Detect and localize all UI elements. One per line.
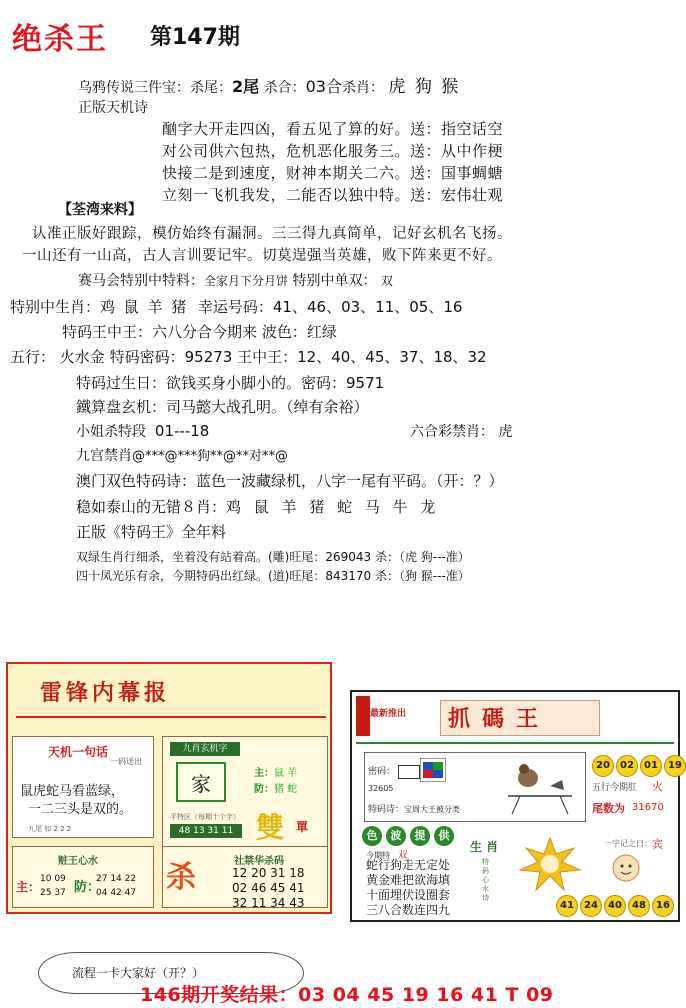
pingte-value: 48 13 31 11 xyxy=(170,824,242,838)
zhuama-title: 抓碼王 xyxy=(448,706,551,732)
bose-value: 红绿 xyxy=(306,323,337,341)
tag-gong: 供 xyxy=(434,826,454,846)
tianji-box-sub: 一码送出 xyxy=(110,757,142,766)
yiju-label: 一字记之曰： xyxy=(604,839,652,848)
lucky-numbers: 41、46、03、11、05、16 xyxy=(272,298,463,316)
saima-ds-label: 特别中单双： xyxy=(292,273,377,289)
zhuama-poem: 三八合数连四九 xyxy=(366,903,451,917)
quanwan-title: 【荃湾来料】 xyxy=(58,202,142,218)
saima-line xyxy=(78,270,393,290)
ball: 16 xyxy=(652,895,674,917)
liuhe-value: 虎 xyxy=(498,424,513,440)
wzw-value: 12、40、45、37、18、32 xyxy=(297,348,487,366)
tag-bo: 波 xyxy=(386,826,406,846)
wenru-value: 鸡 鼠 羊 猪 蛇 马 牛 龙 xyxy=(226,498,440,516)
mima-line xyxy=(368,764,420,779)
zhuama-subtitle: 最新推出 xyxy=(370,709,407,719)
wuxing-label: 五行： xyxy=(10,348,56,366)
birthday-label: 特码过生日： xyxy=(76,374,167,392)
mima-value: 32605 xyxy=(368,784,394,793)
jiumen-zhu xyxy=(254,764,297,779)
ball: 24 xyxy=(580,895,602,917)
jia-char: 家 xyxy=(176,762,226,802)
wuxing-value: 火水金 xyxy=(59,348,105,366)
dan-label: 今期特 xyxy=(366,851,390,860)
liuhe-line xyxy=(410,421,512,441)
tag-ti: 提 xyxy=(410,826,430,846)
tag-row xyxy=(362,826,462,846)
tianji-line: 对公司供六包热，危机恶化服务三。送：从中作梗 xyxy=(162,142,504,160)
tiesuan-line xyxy=(76,396,369,417)
shengxiao-label: 特别中生肖： xyxy=(10,298,101,316)
tiesuan-label: 鐵算盘玄机： xyxy=(76,398,167,416)
liuhe-label: 六合彩禁肖： xyxy=(410,424,494,440)
logo-icon xyxy=(420,758,446,782)
bose-label: 波色： xyxy=(261,323,307,341)
yiju-value: 宾 xyxy=(652,838,663,851)
temi-label: 特码诗： xyxy=(368,805,405,815)
crow-he: 03合 xyxy=(305,77,342,96)
balls-bottom xyxy=(556,893,676,917)
twin-line: 四十凤光乐有余，今期特码出红绿。(道)旺尾：843170 杀：（狗 猴---准） xyxy=(76,569,470,583)
tianji-line: 立刻一飞机我发，二能否以独中特。送：宏伟壮观 xyxy=(162,186,504,204)
aomen-value: 蓝色一波藏绿机，八字一尾有平码。（开：？） xyxy=(196,472,504,490)
shebao-row: 02 46 45 41 xyxy=(232,881,305,895)
zhuama-poem: 蛇行狗走无定处 xyxy=(366,858,451,872)
jiumen-zhu-label: 主： xyxy=(254,768,274,779)
wangzhong-value: 六八分合今期来 xyxy=(152,323,258,341)
zhuama-stripe xyxy=(356,696,370,736)
wuxing-label: 五行今期肛 xyxy=(592,783,638,793)
pingte-label: 平特区（每期十个字） xyxy=(170,813,240,821)
shebao-title: 社禁华杀码 xyxy=(234,856,284,867)
zhuama-poem: 黄金难把欲海填 xyxy=(366,873,451,887)
ball: 48 xyxy=(628,895,650,917)
xinshui-zhu-label: 主： xyxy=(16,880,41,894)
lucky-label: 幸运号码： xyxy=(197,298,273,316)
jiugong-value: @***@***狗**@**对**@ xyxy=(132,449,289,464)
xiaojie-line xyxy=(76,421,209,441)
mima-label: 密码： xyxy=(368,767,396,777)
code-value: 95273 xyxy=(184,348,233,366)
mima-box xyxy=(398,765,420,779)
dan-value: 双 xyxy=(397,850,408,861)
tiesuan-value: 司马懿大战孔明。（绰有余裕） xyxy=(166,398,369,416)
wangzhong-line xyxy=(62,321,337,342)
crow-line xyxy=(78,72,460,97)
baby-illustration xyxy=(596,850,666,888)
jiugong-line xyxy=(76,445,288,465)
shebao-row: 12 20 31 18 xyxy=(232,866,305,880)
xinshui-zhu: 10 09 xyxy=(40,874,66,884)
tianji-title: 正版天机诗 xyxy=(78,100,148,116)
dan-char: 單 xyxy=(296,820,309,834)
tianji-box-poem: 鼠虎蛇马看蓝绿， xyxy=(20,784,125,799)
temi-value: 宝周大王被分类 xyxy=(404,805,461,814)
jiumen-fang-label: 防： xyxy=(254,784,274,795)
bird-illustration xyxy=(500,756,580,818)
tianji-box-poem: 一二三头是双的。 xyxy=(28,802,133,817)
weishu-label: 尾数为 xyxy=(592,802,625,815)
xinshui-title: 赃王心水 xyxy=(58,856,98,867)
ball: 19 xyxy=(664,755,686,777)
jiumen-zhu-value: 鼠 羊 xyxy=(274,768,298,779)
wuxing-value: 火 xyxy=(652,780,663,793)
twin-line: 双绿生肖行细杀，坐着没有站着高。(雕)旺尾：269043 杀：（虎 狗---准） xyxy=(76,550,470,564)
ball: 01 xyxy=(640,755,662,777)
zhuama-poem: 十面埋伏设圈套 xyxy=(366,888,451,902)
tema-label: 特码心水诗 xyxy=(482,858,489,902)
crow-xiao: 虎 狗 猴 xyxy=(388,77,461,97)
tianji-line: 酗字大开走四凶，看五见了算的好。送：指空话空 xyxy=(162,120,504,138)
sha-char: 杀 xyxy=(166,860,196,895)
crow-he-label: 杀合： xyxy=(263,80,306,96)
shuang-char: 雙 xyxy=(256,811,285,844)
xinshui-zhu: 25 37 xyxy=(40,888,66,898)
aomen-label: 澳门双色特码诗： xyxy=(76,472,197,490)
saima-label: 赛马会特别中特料： xyxy=(78,273,204,289)
quanwan-line: 一山还有一山高，古人言训要记牢。切莫逞强当英雄，败下阵来更不好。 xyxy=(22,248,502,264)
xinshui-fang: 04 42 47 xyxy=(96,888,137,898)
shengxiao-title: 生 肖 xyxy=(470,840,499,854)
wenru-label: 稳如泰山的无错８肖： xyxy=(76,498,227,516)
crow-xiao-label: 杀肖： xyxy=(341,80,384,96)
tianji-box-title: 天机一句话 xyxy=(48,745,109,759)
cloud-text: 流程一卡大家好（开？） xyxy=(72,966,205,980)
zhuama-divider xyxy=(356,742,674,744)
crow-tail: 2尾 xyxy=(232,77,260,96)
birthday-line xyxy=(76,372,384,393)
tianji-line: 快接二是到速度，财神本期关二六。送：国事蜩螗 xyxy=(162,164,504,182)
wuxing-line xyxy=(10,346,487,367)
ball: 41 xyxy=(556,895,578,917)
tianji-box-dots: 九尾 如 2 2 2 xyxy=(28,825,72,833)
ball: 40 xyxy=(604,895,626,917)
result-line: 146期开奖结果：03 04 45 19 16 41 T 09 xyxy=(140,984,554,1006)
jiugong-label: 九宫禁肖 xyxy=(76,448,132,464)
ball: 20 xyxy=(592,755,614,777)
quanwan-line: 认准正版好跟踪，模仿始终有漏洞。三三得九真简单，记好玄机名飞扬。 xyxy=(32,226,512,242)
wzw-label: 王中王： xyxy=(237,348,298,366)
ball: 02 xyxy=(616,755,638,777)
saima-value: 全家月下分月饼 xyxy=(204,274,289,288)
jiumen-fang-value: 猪 蛇 xyxy=(274,784,298,795)
xiaojie-value: 01---18 xyxy=(154,422,210,440)
cartoon-illustration xyxy=(510,834,590,894)
xinshui-fang: 27 14 22 xyxy=(96,874,137,884)
shengxiao-value: 鸡 鼠 羊 猪 xyxy=(100,298,189,316)
xinshui-fang-label: 防： xyxy=(74,880,101,895)
birthday-value: 欲钱买身小脚小的。密码：9571 xyxy=(166,374,385,392)
temi-line xyxy=(368,802,460,815)
wenru-line xyxy=(76,496,439,517)
jiumen-fang xyxy=(254,780,297,795)
saima-ds: 双 xyxy=(380,274,393,288)
jiumen-title: 九肖玄机字 xyxy=(170,742,240,756)
aomen-line xyxy=(76,470,504,491)
leifeng-title: 雷锋内幕报 xyxy=(40,680,171,706)
issue-number: 第147期 xyxy=(150,25,240,50)
code-label: 特码密码： xyxy=(109,348,185,366)
balls-top xyxy=(592,753,686,777)
shebao-row: 32 11 34 43 xyxy=(232,896,305,910)
shengxiao-line xyxy=(10,296,462,317)
crow-label: 乌鸦传说三件宝：杀尾： xyxy=(78,80,232,96)
zhengban-title: 正版《特码王》全年料 xyxy=(76,523,227,541)
xiaojie-label: 小姐杀特段 xyxy=(76,424,146,440)
weishu-value: 31670 xyxy=(632,802,664,813)
tag-se: 色 xyxy=(362,826,382,846)
brand-title: 绝杀王 xyxy=(12,22,108,57)
leifeng-divider xyxy=(16,716,326,718)
wangzhong-label: 特码王中王： xyxy=(62,323,153,341)
